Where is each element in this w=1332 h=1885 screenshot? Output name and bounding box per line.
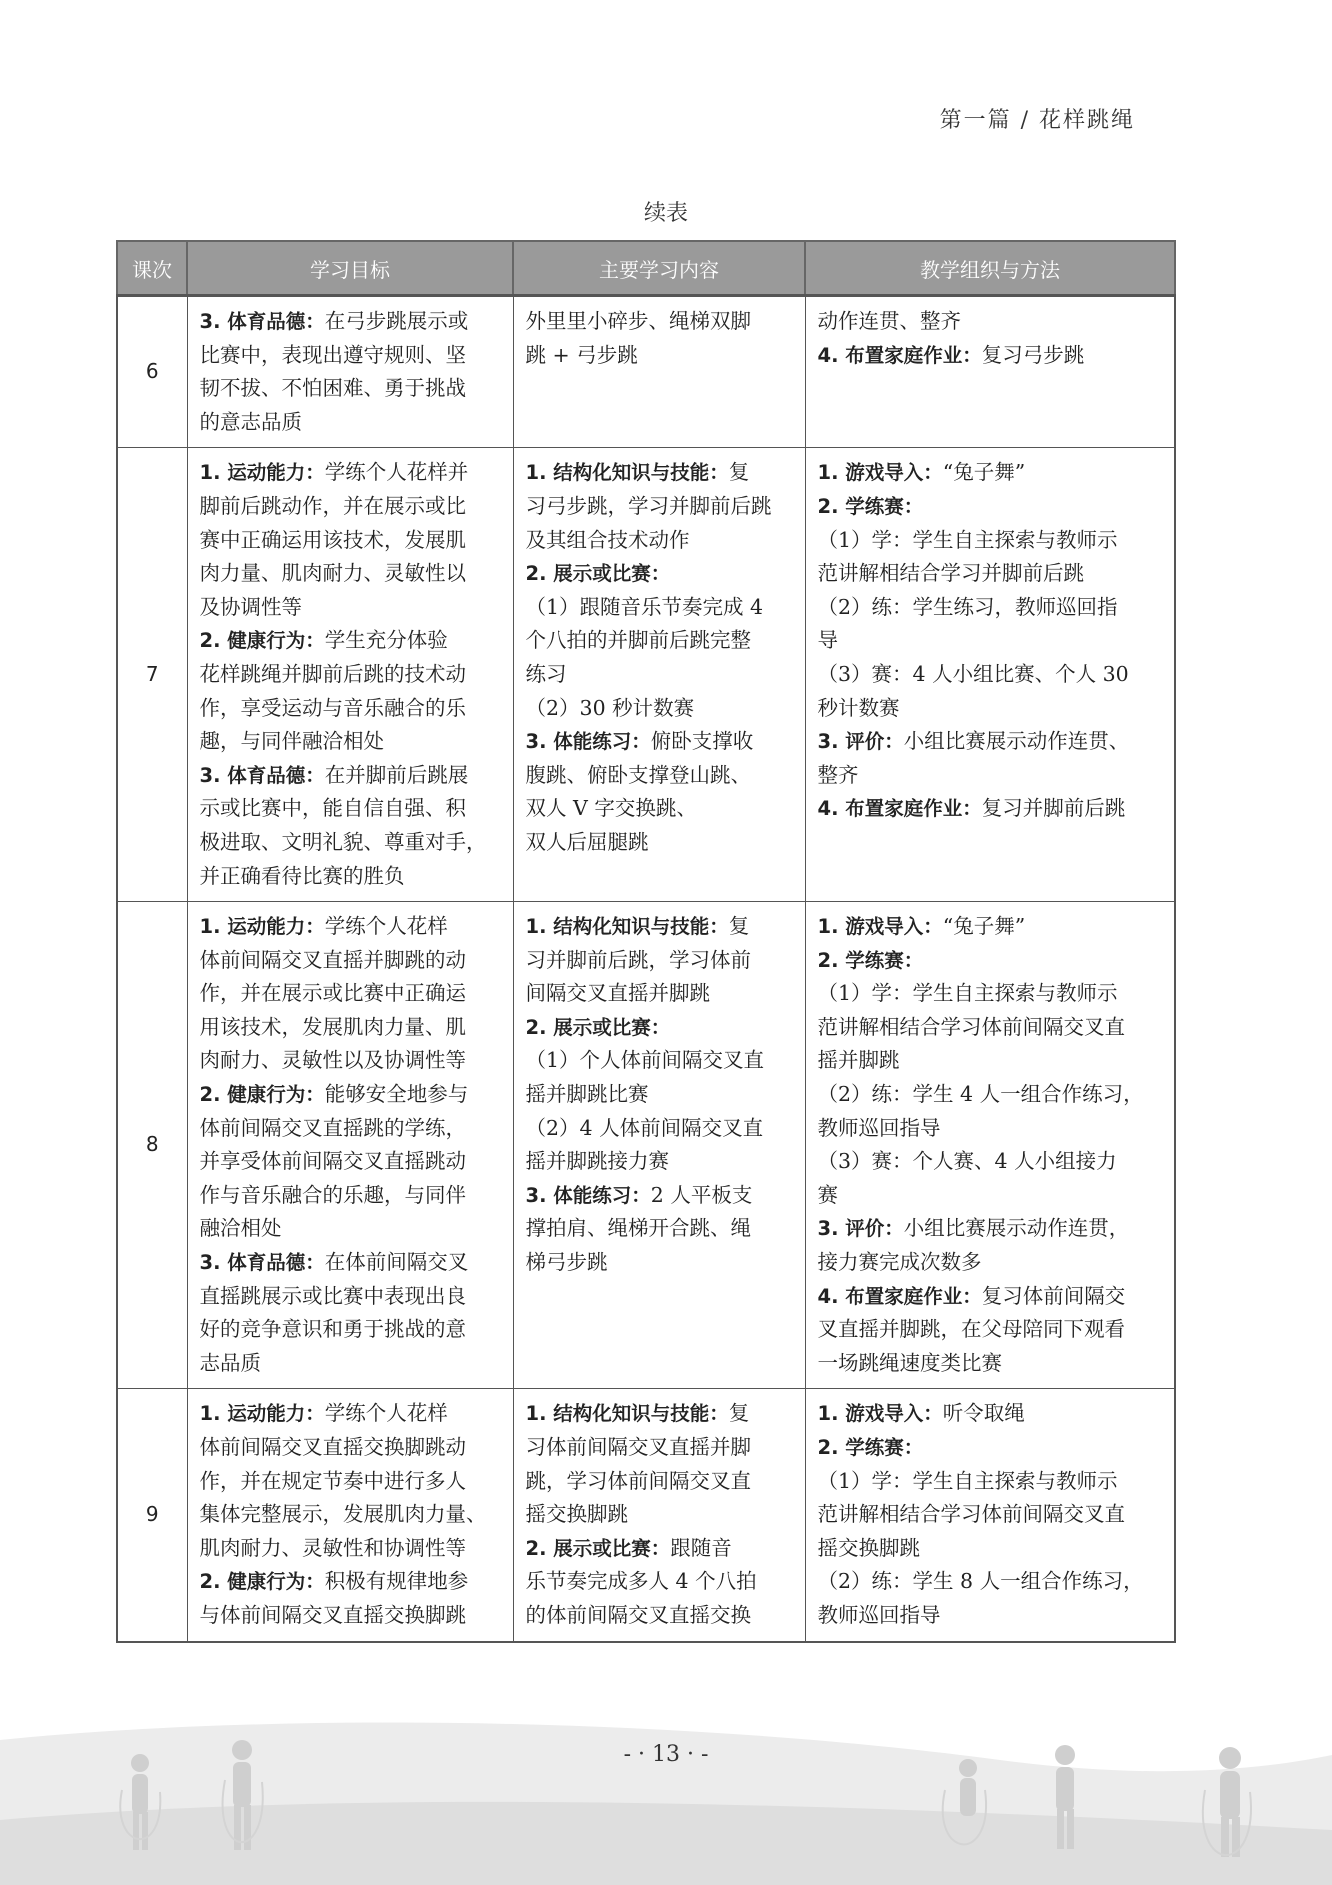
cell-keyword: 4. 布置家庭作业： <box>817 343 982 367</box>
goals-cell <box>187 902 513 1389</box>
cell-text: 肌肉耐力、灵敏性和协调性等 <box>199 1535 466 1560</box>
cell-line <box>526 1431 795 1465</box>
cell-line <box>818 944 1165 978</box>
cell-line <box>200 490 503 524</box>
cell-text: 复 <box>728 914 750 939</box>
cell-keyword: 2. 展示或比赛： <box>525 1015 671 1039</box>
cell-text: 作，享受运动与音乐融合的乐 <box>199 695 466 720</box>
cell-line <box>200 1078 503 1112</box>
header-methods: 教学组织与方法 <box>805 241 1175 296</box>
cell-line <box>526 792 795 826</box>
cell-line <box>818 725 1165 759</box>
page-number <box>0 1742 1332 1767</box>
cell-text: 跳 + 弓步跳 <box>525 342 638 367</box>
cell-text: 作，并在展示或比赛中正确运 <box>199 981 466 1006</box>
cell-line <box>526 1565 795 1599</box>
cell-text: 赛中正确运用该技术，发展肌 <box>199 527 466 552</box>
cell-line <box>818 759 1165 793</box>
cell-keyword: 1. 运动能力： <box>199 915 325 939</box>
cell-line <box>200 305 503 339</box>
goals-cell <box>187 1389 513 1642</box>
cell-text: 示或比赛中，能自信自强、积 <box>199 796 466 821</box>
cell-line <box>200 372 503 406</box>
cell-line <box>526 1078 795 1112</box>
page-dash-right: · - <box>687 1742 709 1767</box>
cell-keyword: 2. 健康行为： <box>199 629 325 653</box>
cell-keyword: 3. 体育品德： <box>199 763 325 787</box>
cell-line <box>818 1280 1165 1314</box>
cell-line <box>526 1212 795 1246</box>
cell-line <box>818 1112 1165 1146</box>
cell-text: （1）学：学生自主探索与教师示 <box>817 1468 1118 1493</box>
cell-line <box>200 1565 503 1599</box>
cell-text: 整齐 <box>817 762 859 787</box>
cell-line <box>526 1498 795 1532</box>
cell-line <box>200 1313 503 1347</box>
cell-line <box>200 1212 503 1246</box>
cell-line <box>818 1179 1165 1213</box>
cell-line <box>526 826 795 860</box>
cell-line <box>200 524 503 558</box>
cell-line <box>526 339 795 373</box>
cell-keyword: 2. 健康行为： <box>199 1083 325 1107</box>
cell-text: 双人后屈腿跳 <box>525 829 649 854</box>
cell-line <box>818 1145 1165 1179</box>
cell-text: （2）30 秒计数赛 <box>525 695 695 720</box>
cell-line <box>526 1465 795 1499</box>
cell-text: （3）赛：4 人小组比赛、个人 30 <box>817 661 1129 686</box>
lesson-number: 9 <box>117 1389 187 1642</box>
lesson-number: 7 <box>117 448 187 902</box>
header-lesson: 课次 <box>117 241 187 296</box>
cell-line <box>818 1246 1165 1280</box>
cell-line <box>818 1212 1165 1246</box>
cell-text: 的意志品质 <box>199 409 302 434</box>
cell-line <box>818 1011 1165 1045</box>
cell-text: 并享受体前间隔交叉直摇跳动 <box>199 1149 466 1174</box>
cell-line <box>526 1599 795 1633</box>
cell-line <box>200 1397 503 1431</box>
cell-text: 范讲解相结合学习体前间隔交叉直 <box>817 1502 1125 1527</box>
cell-text: 复习并脚前后跳 <box>981 796 1126 821</box>
cell-line <box>818 910 1165 944</box>
cell-line <box>818 1044 1165 1078</box>
cell-text: 学生充分体验 <box>324 628 448 653</box>
cell-line <box>526 557 795 591</box>
cell-text: 脚前后跳动作，并在展示或比 <box>199 493 466 518</box>
cell-line <box>200 406 503 440</box>
cell-text: 及其组合技术动作 <box>525 527 690 552</box>
cell-text: 范讲解相结合学习体前间隔交叉直 <box>817 1014 1125 1039</box>
cell-text: 直摇跳展示或比赛中表现出良 <box>199 1283 466 1308</box>
cell-keyword: 1. 结构化知识与技能： <box>525 915 729 939</box>
cell-line <box>818 1431 1165 1465</box>
cell-line <box>526 305 795 339</box>
cell-text: 教师巡回指导 <box>817 1602 941 1627</box>
cell-line <box>818 624 1165 658</box>
cell-text: 双人 V 字交换跳、 <box>525 796 697 821</box>
cell-line <box>200 557 503 591</box>
cell-keyword: 1. 结构化知识与技能： <box>525 1402 729 1426</box>
cell-line <box>200 1145 503 1179</box>
cell-text: 的体前间隔交叉直摇交换 <box>525 1602 751 1627</box>
cell-line <box>200 1347 503 1381</box>
cell-text: （1）学：学生自主探索与教师示 <box>817 527 1118 552</box>
cell-text: 花样跳绳并脚前后跳的技术动 <box>199 661 466 686</box>
cell-line <box>818 1532 1165 1566</box>
cell-keyword: 3. 体能练习： <box>525 730 651 754</box>
cell-line <box>526 1246 795 1280</box>
goals-cell <box>187 448 513 902</box>
cell-text: 能够安全地参与 <box>324 1082 469 1107</box>
cell-line <box>200 591 503 625</box>
cell-text: 小组比赛展示动作连贯， <box>903 1216 1130 1241</box>
cell-line <box>200 456 503 490</box>
cell-text: 体前间隔交叉直摇跳的学练， <box>199 1115 466 1140</box>
cell-line <box>818 1465 1165 1499</box>
cell-text: 2 人平板支 <box>650 1182 753 1207</box>
cell-text: 韧不拔、不怕困难、勇于挑战 <box>199 376 466 401</box>
cell-text: “兔子舞” <box>942 460 1026 485</box>
cell-text: 在弓步跳展示或 <box>324 309 469 333</box>
cell-line <box>200 1179 503 1213</box>
cell-text: 学练个人花样 <box>324 914 448 939</box>
cell-line <box>526 692 795 726</box>
cell-line <box>818 557 1165 591</box>
page-dash-left: - · <box>623 1742 652 1767</box>
cell-text: 习体前间隔交叉直摇并脚 <box>525 1435 751 1459</box>
cell-text: 个八拍的并脚前后跳完整 <box>525 628 751 653</box>
cell-line <box>200 1532 503 1566</box>
cell-text: （2）4 人体前间隔交叉直 <box>525 1115 764 1140</box>
cell-text: 及协调性等 <box>199 594 302 619</box>
methods-cell <box>805 296 1175 448</box>
cell-line <box>818 1498 1165 1532</box>
lesson-number: 6 <box>117 296 187 448</box>
cell-line <box>818 977 1165 1011</box>
cell-line <box>818 658 1165 692</box>
cell-line <box>200 1044 503 1078</box>
cell-text: 跟随音 <box>670 1535 732 1560</box>
cell-line <box>200 792 503 826</box>
cell-keyword: 4. 布置家庭作业： <box>817 1284 982 1308</box>
cell-line <box>818 1313 1165 1347</box>
cell-text: 复习弓步跳 <box>981 342 1085 367</box>
content-cell <box>513 902 805 1389</box>
cell-line <box>526 658 795 692</box>
cell-line <box>526 1397 795 1431</box>
cell-text: 赛 <box>817 1182 838 1207</box>
cell-text: 积极有规律地参 <box>324 1569 469 1594</box>
cell-text: 趣，与同伴融洽相处 <box>199 729 384 754</box>
cell-text: （3）赛：个人赛、4 人小组接力 <box>817 1149 1117 1174</box>
cell-text: 在并脚前后跳展 <box>324 762 469 787</box>
lesson-number: 8 <box>117 902 187 1389</box>
table-header-row <box>117 241 1175 296</box>
cell-text: 小组比赛展示动作连贯、 <box>903 729 1130 754</box>
cell-text: 腹跳、俯卧支撑登山跳、 <box>525 762 751 787</box>
cell-keyword: 1. 结构化知识与技能： <box>525 461 729 485</box>
table-body <box>117 296 1175 1642</box>
cell-keyword: 3. 评价： <box>817 730 904 754</box>
cell-text: 在体前间隔交叉 <box>324 1250 469 1275</box>
cell-line <box>526 524 795 558</box>
cell-line <box>526 1179 795 1213</box>
cell-line <box>818 1565 1165 1599</box>
cell-text: 间隔交叉直摇并脚跳 <box>525 981 710 1006</box>
cell-text: （2）练：学生 8 人一组合作练习， <box>817 1569 1144 1594</box>
cell-keyword: 2. 学练赛： <box>817 494 924 518</box>
cell-line <box>818 524 1165 558</box>
cell-line <box>200 826 503 860</box>
lesson-table <box>116 240 1176 1643</box>
cell-text: 体前间隔交叉直摇并脚跳的动 <box>199 947 466 972</box>
cell-text: 范讲解相结合学习并脚前后跳 <box>817 561 1084 586</box>
cell-line <box>526 624 795 658</box>
cell-text: 一场跳绳速度类比赛 <box>817 1350 1002 1375</box>
cell-line <box>200 624 503 658</box>
cell-line <box>200 860 503 894</box>
cell-text: 作与音乐融合的乐趣，与同伴 <box>199 1182 466 1207</box>
cell-text: 梯弓步跳 <box>525 1250 608 1275</box>
cell-line <box>526 591 795 625</box>
cell-line <box>526 1532 795 1566</box>
cell-line <box>526 1044 795 1078</box>
cell-text: 志品质 <box>199 1350 261 1375</box>
cell-line <box>818 792 1165 826</box>
cell-keyword: 3. 体育品德： <box>199 310 325 333</box>
cell-line <box>818 305 1165 339</box>
methods-cell <box>805 448 1175 902</box>
table-row <box>117 902 1175 1389</box>
cell-text: “兔子舞” <box>942 914 1026 939</box>
cell-text: 摇交换脚跳 <box>817 1535 920 1560</box>
table-row <box>117 1389 1175 1642</box>
cell-keyword: 2. 展示或比赛： <box>525 1536 671 1560</box>
cell-text: 习弓步跳，学习并脚前后跳 <box>525 493 772 518</box>
cell-text: 与体前间隔交叉直摇交换脚跳 <box>199 1602 466 1627</box>
header-goals: 学习目标 <box>187 241 513 296</box>
cell-text: 融洽相处 <box>199 1216 282 1241</box>
cell-line <box>200 1599 503 1633</box>
cell-text: 秒计数赛 <box>817 695 900 720</box>
cell-text: （1）个人体前间隔交叉直 <box>525 1048 765 1073</box>
cell-line <box>200 1280 503 1314</box>
cell-line <box>200 339 503 373</box>
cell-line <box>200 1498 503 1532</box>
cell-text: 接力赛完成次数多 <box>817 1250 982 1275</box>
cell-line <box>526 1145 795 1179</box>
cell-text: 叉直摇并脚跳，在父母陪同下观看 <box>817 1317 1125 1342</box>
cell-text: 集体完整展示，发展肌肉力量、 <box>199 1502 487 1527</box>
methods-cell <box>805 902 1175 1389</box>
cell-text: 比赛中，表现出遵守规则、坚 <box>199 342 466 367</box>
cell-text: 教师巡回指导 <box>817 1115 941 1140</box>
cell-line <box>526 725 795 759</box>
cell-line <box>200 1112 503 1146</box>
cell-text: 摇并脚跳接力赛 <box>525 1149 669 1174</box>
cell-line <box>526 910 795 944</box>
cell-keyword: 2. 学练赛： <box>817 948 924 972</box>
cell-text: 习并脚前后跳，学习体前 <box>525 947 751 972</box>
cell-line <box>526 759 795 793</box>
cell-line <box>526 944 795 978</box>
cell-text: （2）练：学生练习，教师巡回指 <box>817 594 1118 619</box>
cell-text: 复习体前间隔交 <box>981 1283 1126 1308</box>
cell-keyword: 1. 游戏导入： <box>817 461 943 485</box>
cell-text: （2）练：学生 4 人一组合作练习， <box>817 1082 1144 1107</box>
cell-keyword: 3. 体育品德： <box>199 1251 325 1275</box>
section-title: 第一篇 / 花样跳绳 <box>939 108 1135 133</box>
cell-line <box>818 591 1165 625</box>
cell-text: 乐节奏完成多人 4 个八拍 <box>525 1569 757 1594</box>
cell-line <box>818 456 1165 490</box>
header-content: 主要学习内容 <box>513 241 805 296</box>
cell-line <box>200 1246 503 1280</box>
cell-keyword: 1. 运动能力： <box>199 461 325 485</box>
cell-line <box>526 490 795 524</box>
cell-line <box>818 1078 1165 1112</box>
cell-text: 好的竞争意识和勇于挑战的意 <box>199 1317 466 1342</box>
cell-line <box>200 977 503 1011</box>
content-cell <box>513 296 805 448</box>
cell-line <box>200 759 503 793</box>
cell-text: （1）跟随音乐节奏完成 4 <box>525 594 764 619</box>
cell-text: 复 <box>728 460 750 485</box>
table-row <box>117 296 1175 448</box>
cell-line <box>526 1011 795 1045</box>
cell-text: 练习 <box>525 661 567 686</box>
cell-text: 用该技术，发展肌肉力量、肌 <box>199 1014 466 1039</box>
cell-text: 动作连贯、整齐 <box>817 309 961 333</box>
cell-line <box>818 339 1165 373</box>
cell-line <box>526 977 795 1011</box>
table-row <box>117 448 1175 902</box>
cell-line <box>526 456 795 490</box>
cell-text: 肉力量、肌肉耐力、灵敏性以 <box>199 561 466 586</box>
content-cell <box>513 448 805 902</box>
page-number-value: 13 <box>652 1742 680 1767</box>
cell-keyword: 1. 运动能力： <box>199 1402 325 1426</box>
cell-text: 摇并脚跳 <box>817 1048 900 1073</box>
cell-keyword: 2. 展示或比赛： <box>525 562 671 586</box>
cell-line <box>818 692 1165 726</box>
cell-text: 学练个人花样并 <box>324 460 469 485</box>
content-cell <box>513 1389 805 1642</box>
cell-text: 摇并脚跳比赛 <box>525 1082 649 1107</box>
cell-keyword: 3. 评价： <box>817 1217 904 1241</box>
cell-keyword: 4. 布置家庭作业： <box>817 797 982 821</box>
cell-text: 并正确看待比赛的胜负 <box>199 863 405 888</box>
cell-keyword: 2. 学练赛： <box>817 1436 924 1459</box>
cell-text: 体前间隔交叉直摇交换脚跳动 <box>199 1435 466 1459</box>
cell-line <box>200 1431 503 1465</box>
cell-text: 撑拍肩、绳梯开合跳、绳 <box>525 1216 751 1241</box>
cell-keyword: 1. 游戏导入： <box>817 915 943 939</box>
cell-line <box>200 1011 503 1045</box>
cell-line <box>200 944 503 978</box>
cell-line <box>200 658 503 692</box>
continued-label: 续表 <box>643 201 688 226</box>
cell-text: 学练个人花样 <box>324 1401 448 1426</box>
footer-decoration <box>0 1700 1332 1885</box>
cell-text: 摇交换脚跳 <box>525 1502 628 1527</box>
goals-cell <box>187 296 513 448</box>
cell-line <box>200 725 503 759</box>
cell-line <box>818 1347 1165 1381</box>
cell-keyword: 1. 游戏导入： <box>817 1402 943 1426</box>
cell-line <box>818 1599 1165 1633</box>
cell-line <box>200 910 503 944</box>
cell-text: 复 <box>728 1401 750 1426</box>
cell-text: （1）学：学生自主探索与教师示 <box>817 981 1118 1006</box>
cell-text: 导 <box>817 628 838 653</box>
cell-line <box>200 1465 503 1499</box>
cell-text: 外里里小碎步、绳梯双脚 <box>525 309 751 333</box>
cell-text: 俯卧支撑收 <box>650 729 754 754</box>
cell-line <box>818 490 1165 524</box>
cell-text: 肉耐力、灵敏性以及协调性等 <box>199 1048 466 1073</box>
cell-text: 听令取绳 <box>942 1401 1025 1426</box>
cell-line <box>200 692 503 726</box>
cell-line <box>818 1397 1165 1431</box>
cell-text: 作，并在规定节奏中进行多人 <box>199 1468 466 1493</box>
cell-keyword: 2. 健康行为： <box>199 1570 325 1594</box>
cell-text: 极进取、文明礼貌、尊重对手， <box>199 829 487 854</box>
cell-keyword: 3. 体能练习： <box>525 1183 651 1207</box>
cell-text: 跳，学习体前间隔交叉直 <box>525 1468 751 1493</box>
cell-line <box>526 1112 795 1146</box>
methods-cell <box>805 1389 1175 1642</box>
